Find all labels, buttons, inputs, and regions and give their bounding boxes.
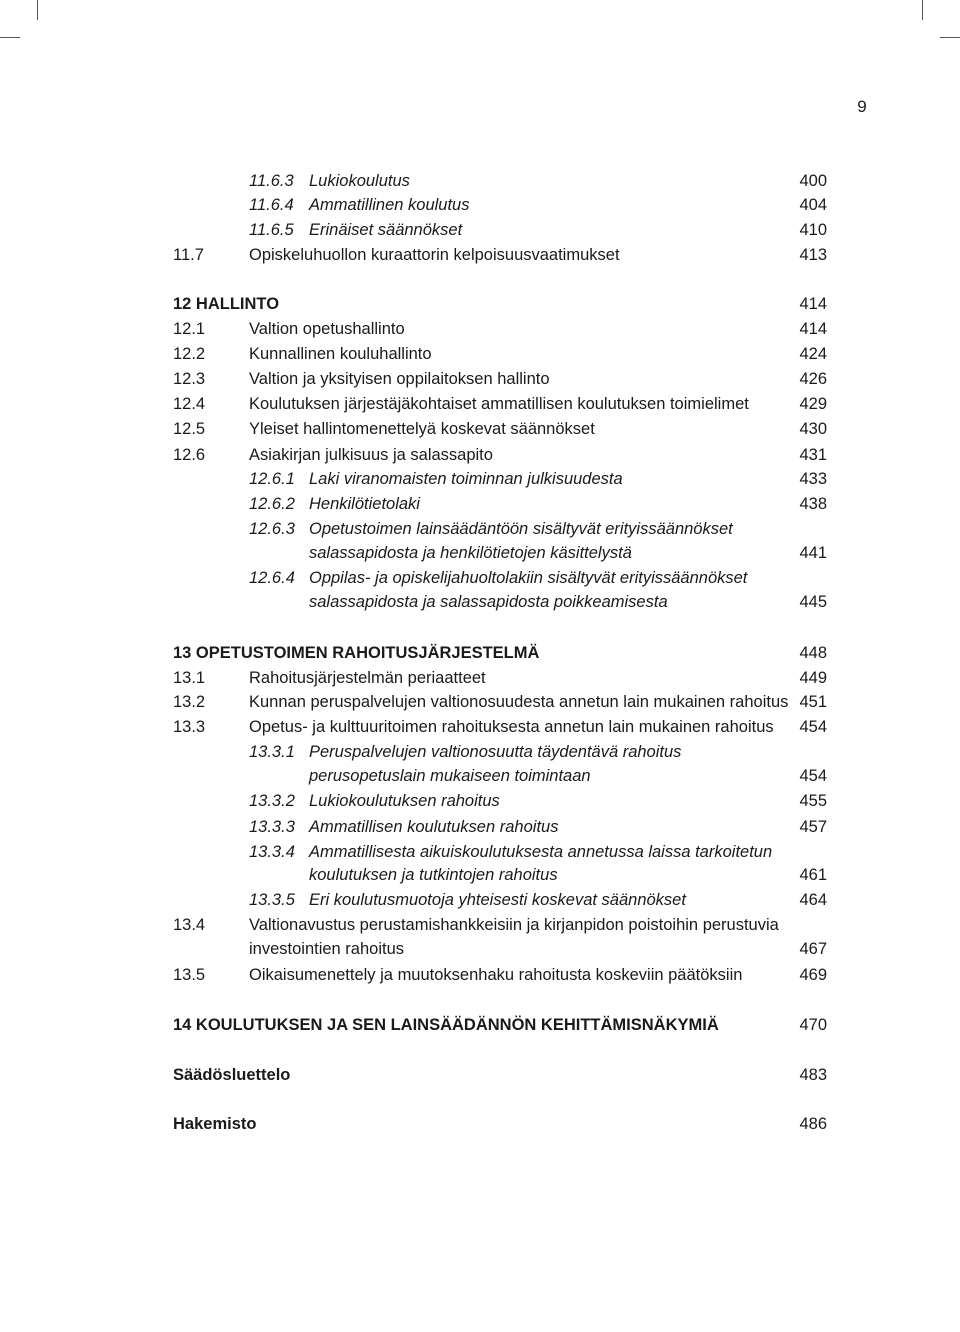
toc-entry-title: Yleiset hallintomenettelyä koskevat säännökset (249, 420, 595, 438)
toc-entry-title: Laki viranomaisten toiminnan julkisuudesta (309, 470, 623, 488)
toc-entry (0, 443, 960, 467)
toc-entry (0, 913, 960, 937)
toc-entry-title: Kunnallinen kouluhallinto (249, 345, 432, 363)
toc-entry-number: 12.3 (173, 370, 206, 388)
toc-entry-title: koulutuksen ja tutkintojen rahoitus (309, 866, 558, 884)
toc-entry-number: 13.3.4 (249, 843, 295, 861)
toc-entry (0, 840, 960, 864)
toc-entry-title: salassapidosta ja salassapidosta poikkeamisesta (309, 593, 668, 611)
toc-entry (0, 541, 960, 565)
page-number: 9 (857, 97, 867, 116)
toc-entry (0, 417, 960, 441)
toc-entry (0, 690, 960, 714)
toc-entry-number: 12.6 (173, 446, 206, 464)
toc-entry (0, 367, 960, 391)
toc-entry-number: 11.7 (173, 246, 204, 264)
toc-entry-page: 404 (799, 196, 827, 214)
toc-entry (0, 492, 960, 516)
toc-entry-page: 441 (799, 544, 827, 562)
toc-entry-title: Koulutuksen järjestäjäkohtaiset ammatillisen koulutuksen toimielimet (249, 395, 749, 413)
toc-entry-page: 451 (799, 693, 827, 711)
toc-entry-page: 445 (799, 593, 827, 611)
toc-entry-title: Valtion opetushallinto (249, 320, 405, 338)
toc-entry (0, 740, 960, 764)
toc-entry-number: 13.4 (173, 916, 206, 934)
toc-entry-number: 12.6.3 (249, 520, 295, 538)
toc-entry (0, 1063, 960, 1087)
toc-entry-number: 12.6.2 (249, 495, 295, 513)
toc-entry-number: 12.2 (173, 345, 206, 363)
toc-entry (0, 937, 960, 961)
toc-entry-page: 414 (799, 295, 827, 313)
toc-entry-title: Valtionavustus perustamishankkeisiin ja kirjanpidon poistoihin perustuvia (249, 916, 779, 934)
toc-entry-number: 11.6.5 (249, 221, 294, 239)
toc-entry (0, 863, 960, 887)
toc-entry-title: Ammatillisen koulutuksen rahoitus (309, 818, 559, 836)
toc-entry (0, 317, 960, 341)
toc-entry-title: Ammatillisesta aikuiskoulutuksesta annetussa laissa tarkoitetun (309, 843, 773, 861)
toc-entry-title: Lukiokoulutuksen rahoitus (309, 792, 500, 810)
toc-entry-title: Opetustoimen lainsäädäntöön sisältyvät erityissäännökset (309, 520, 733, 538)
toc-entry-number: 12.5 (173, 420, 206, 438)
toc-entry-page: 483 (799, 1066, 827, 1084)
toc-entry-page: 433 (799, 470, 827, 488)
toc-entry-page: 431 (799, 446, 827, 464)
toc-entry-title: Lukiokoulutus (309, 172, 410, 190)
toc-entry-title: Henkilötietolaki (309, 495, 420, 513)
toc-entry-number: 11.6.3 (249, 172, 294, 190)
toc-entry-title: Peruspalvelujen valtionosuutta täydentävä rahoitus (309, 743, 682, 761)
toc-entry-title: salassapidosta ja henkilötietojen käsittelystä (309, 544, 632, 562)
toc-entry-title: Säädösluettelo (173, 1066, 291, 1084)
toc-entry-title: Opetus- ja kulttuuritoimen rahoituksesta annetun lain mukainen rahoitus (249, 718, 774, 736)
toc-entry-title: Oikaisumenettely ja muutoksenhaku rahoitusta koskeviin päätöksiin (249, 966, 743, 984)
toc-entry (0, 666, 960, 690)
toc-entry (0, 193, 960, 217)
toc-entry-number: 12.6.1 (249, 470, 295, 488)
toc-entry-title: 13 OPETUSTOIMEN RAHOITUSJÄRJESTELMÄ (173, 644, 540, 662)
toc-entry-title: perusopetuslain mukaiseen toimintaan (309, 767, 591, 785)
toc-entry-title: Opiskeluhuollon kuraattorin kelpoisuusvaatimukset (249, 246, 620, 264)
toc-entry-page: 424 (799, 345, 827, 363)
toc-entry (0, 243, 960, 267)
toc-entry-number: 12.4 (173, 395, 206, 413)
toc-entry-page: 454 (799, 767, 827, 785)
toc-entry-page: 455 (799, 792, 827, 810)
toc-entry-title: Asiakirjan julkisuus ja salassapito (249, 446, 493, 464)
toc-entry-title: Ammatillinen koulutus (309, 196, 470, 214)
toc-entry-page: 400 (799, 172, 827, 190)
toc-entry (0, 566, 960, 590)
toc-entry (0, 715, 960, 739)
toc-entry-page: 464 (799, 891, 827, 909)
toc-entry-page: 486 (799, 1115, 827, 1133)
toc-entry-title: 12 HALLINTO (173, 295, 280, 313)
toc-entry-title: Eri koulutusmuotoja yhteisesti koskevat säännökset (309, 891, 686, 909)
toc-entry (0, 590, 960, 614)
toc-entry-number: 13.2 (173, 693, 206, 711)
toc-entry (0, 764, 960, 788)
toc-entry-title: Erinäiset säännökset (309, 221, 463, 239)
toc-entry (0, 169, 960, 193)
toc-entry-title: investointien rahoitus (249, 940, 405, 958)
toc-entry (0, 888, 960, 912)
toc-entry-page: 454 (799, 718, 827, 736)
toc-entry (0, 1112, 960, 1136)
toc-entry-title: Kunnan peruspalvelujen valtionosuudesta annetun lain mukainen rahoitus (249, 693, 789, 711)
toc-entry-title: 14 KOULUTUKSEN JA SEN LAINSÄÄDÄNNÖN KEHITTÄMISNÄKYMIÄ (173, 1016, 719, 1034)
toc-entry-number: 13.5 (173, 966, 206, 984)
toc-entry-number: 13.3.3 (249, 818, 295, 836)
toc-entry-title: Oppilas- ja opiskelijahuoltolakiin sisältyvät erityissäännökset (309, 569, 748, 587)
toc-entry (0, 392, 960, 416)
toc-entry-page: 413 (799, 246, 827, 264)
toc-entry (0, 789, 960, 813)
toc-entry-title: Rahoitusjärjestelmän periaatteet (249, 669, 486, 687)
toc-entry (0, 517, 960, 541)
toc-entry-number: 12.6.4 (249, 569, 295, 587)
toc-entry (0, 218, 960, 242)
toc-entry-page: 438 (799, 495, 827, 513)
toc-entry-number: 13.3.1 (249, 743, 295, 761)
toc-entry (0, 342, 960, 366)
toc-entry (0, 1013, 960, 1037)
toc-entry-page: 457 (799, 818, 827, 836)
toc-entry-page: 414 (799, 320, 827, 338)
toc-entry-title: Hakemisto (173, 1115, 257, 1133)
toc-entry-page: 467 (799, 940, 827, 958)
toc-entry (0, 292, 960, 316)
toc-entry (0, 815, 960, 839)
toc-entry-number: 13.3 (173, 718, 206, 736)
toc-entry-number: 13.3.2 (249, 792, 295, 810)
toc-entry-number: 13.1 (173, 669, 206, 687)
toc-entry-number: 12.1 (173, 320, 206, 338)
toc-entry-number: 11.6.4 (249, 196, 294, 214)
toc-entry-page: 448 (799, 644, 827, 662)
toc-entry-title: Valtion ja yksityisen oppilaitoksen hallinto (249, 370, 550, 388)
toc-entry-page: 449 (799, 669, 827, 687)
toc-entry-page: 426 (799, 370, 827, 388)
toc-entry (0, 641, 960, 665)
toc-entry-number: 13.3.5 (249, 891, 295, 909)
toc-entry-page: 429 (799, 395, 827, 413)
toc-entry (0, 963, 960, 987)
toc-entry-page: 461 (799, 866, 827, 884)
toc-entry-page: 430 (799, 420, 827, 438)
toc-entry-page: 470 (799, 1016, 827, 1034)
toc-entry-page: 410 (799, 221, 827, 239)
toc-entry (0, 467, 960, 491)
toc-entry-page: 469 (799, 966, 827, 984)
